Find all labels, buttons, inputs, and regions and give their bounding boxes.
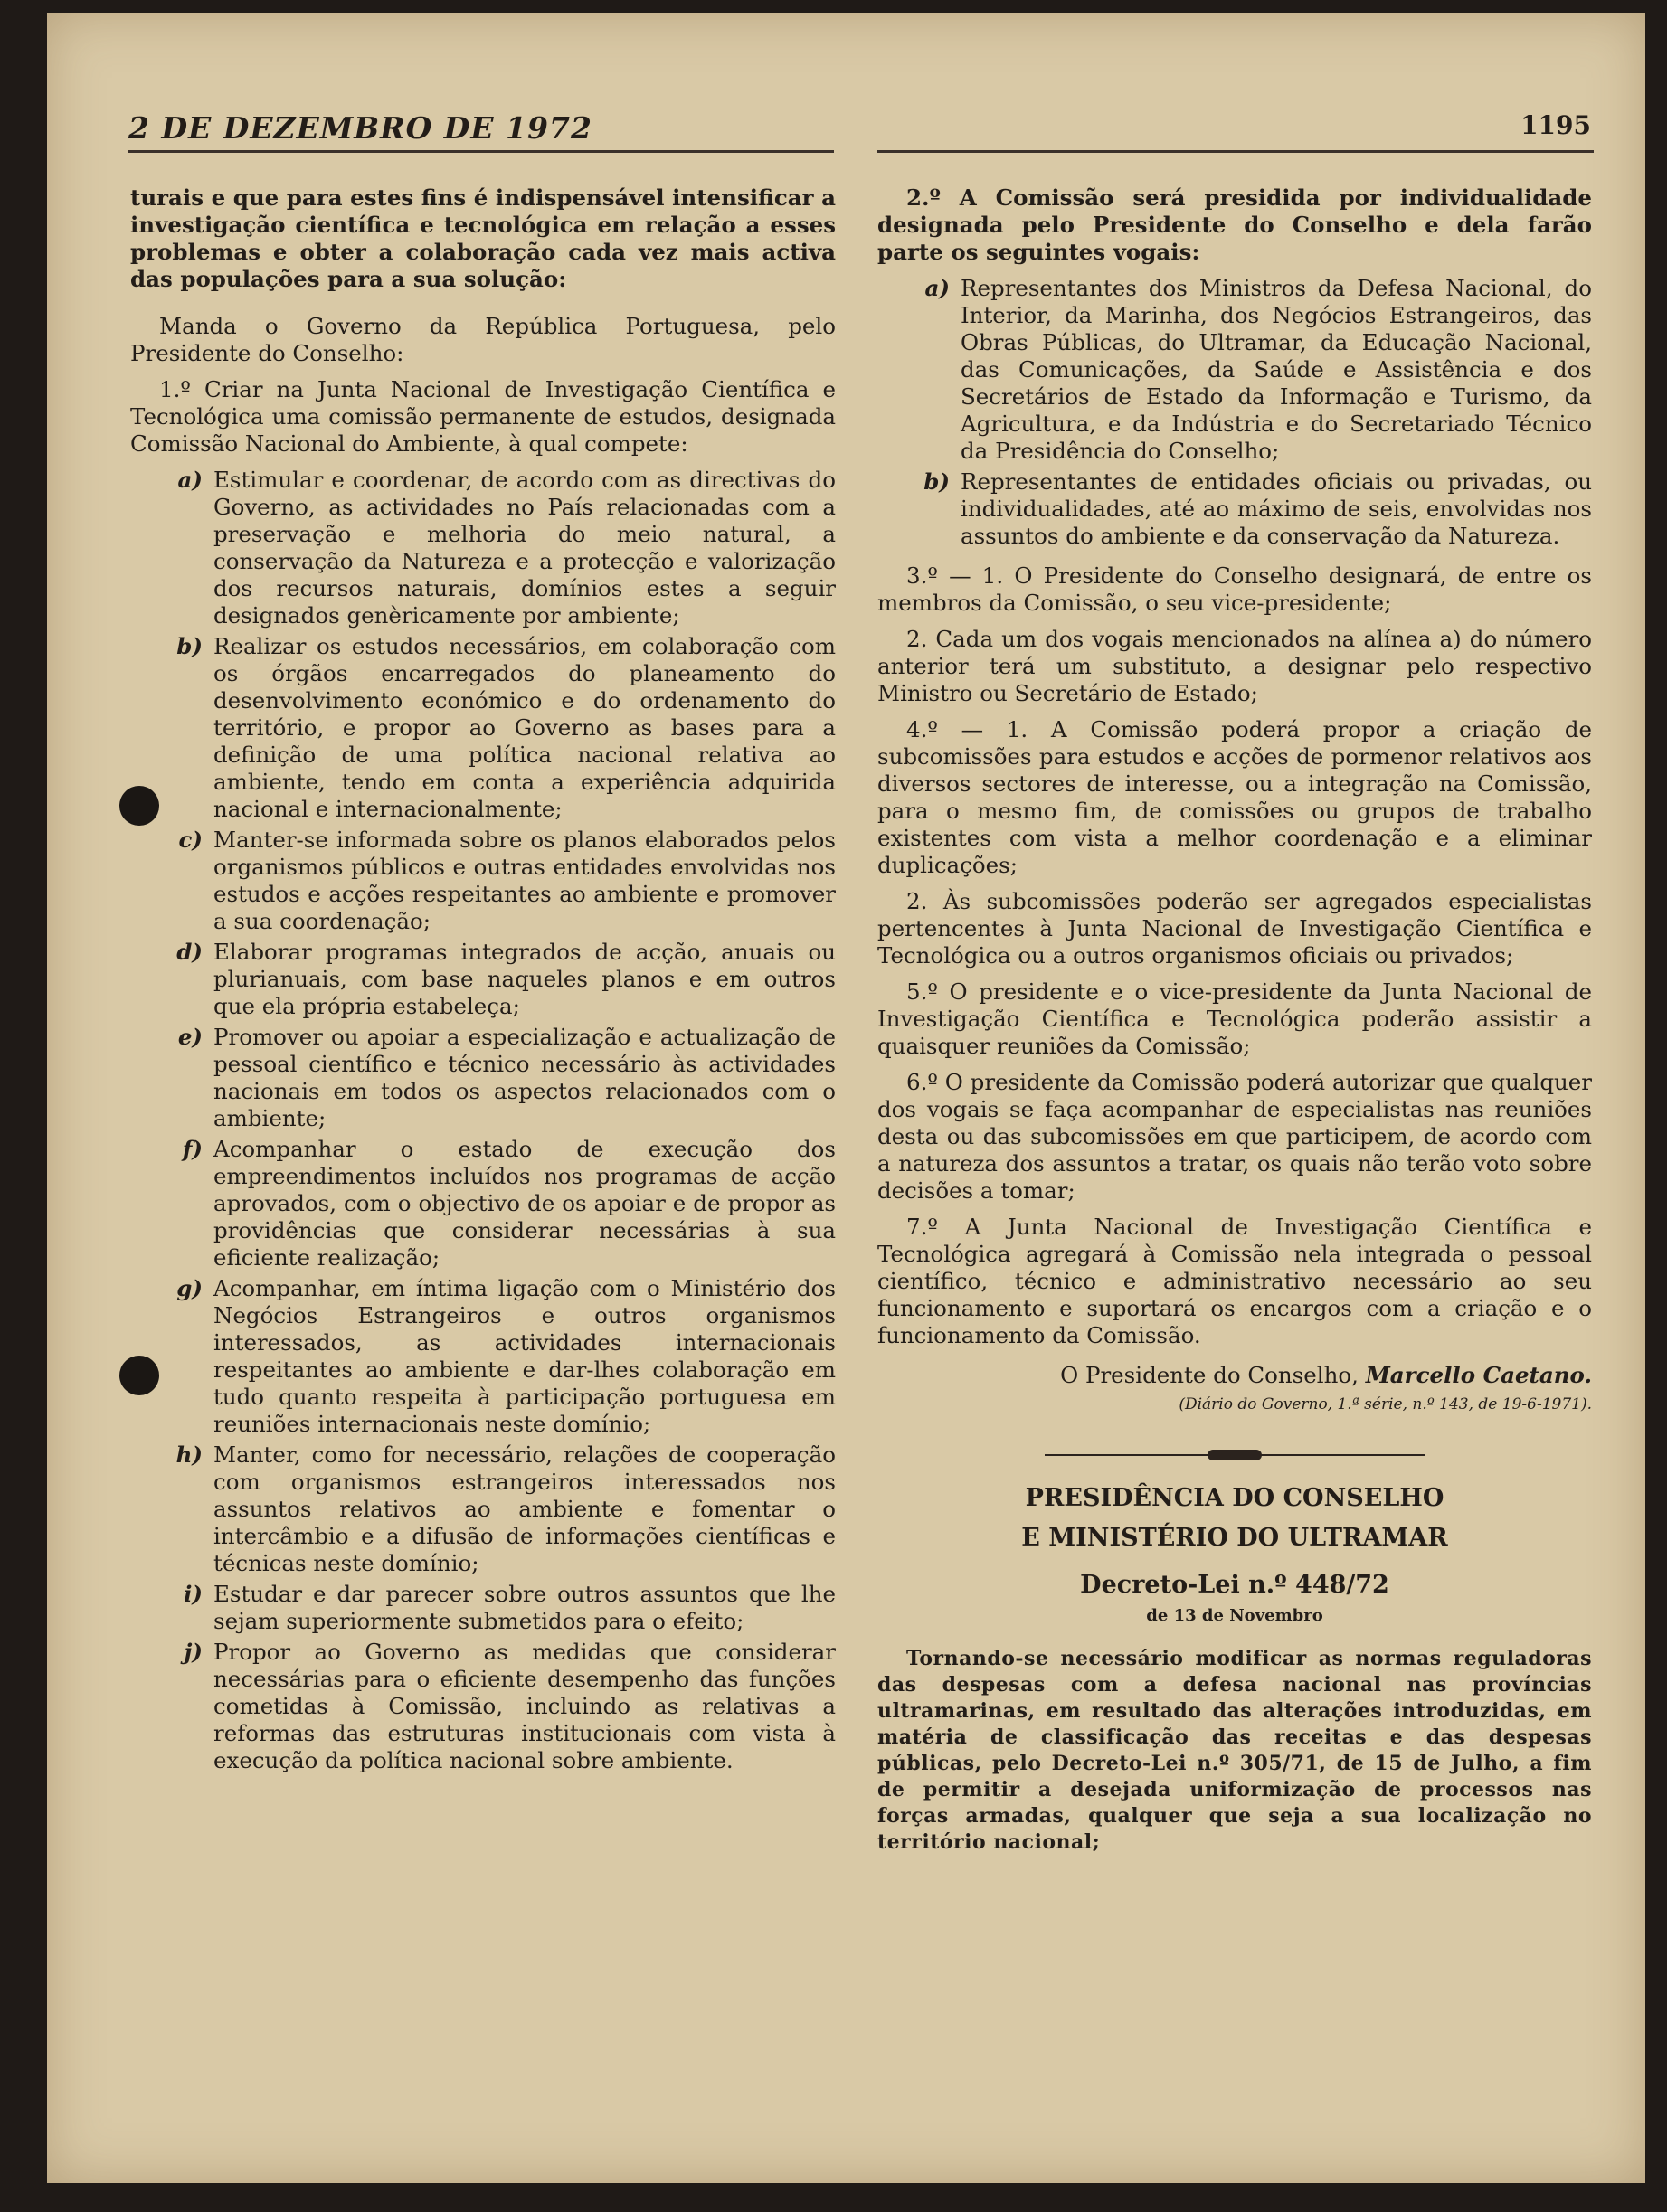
- item-text: Acompanhar, em íntima ligação com o Ministério dos Negócios Estrangeiros e outros organismos interessados, as actividades internacionais respeitantes ao ambiente e dar-lhes colaboração em tudo quanto respeita à participação portuguesa em reuniões internacionais neste domínio;: [213, 1275, 836, 1437]
- right-column: [877, 184, 1592, 1865]
- article-paragraph: 5.º O presidente e o vice-presidente da Junta Nacional de Investigação Científica e Tecnológica poderão assistir a quaisquer reuniões da Comissão;: [877, 978, 1592, 1059]
- item-text: Representantes de entidades oficiais ou privadas, ou individualidades, até ao máximo de seis, envolvidas nos assuntos do ambiente e da conservação da Natureza.: [961, 468, 1592, 549]
- signature-prefix: O Presidente do Conselho,: [1060, 1362, 1359, 1388]
- item-text: Estimular e coordenar, de acordo com as directivas do Governo, as actividades no País relacionadas com a preservação e melhoria do meio natural, a conservação da Natureza e a protecção e valorização dos recursos naturais, domínios estes a seguir designados genèricamente por ambiente;: [213, 467, 836, 629]
- decree-title: Decreto-Lei n.º 448/72: [1080, 1571, 1389, 1599]
- document-page: [47, 13, 1645, 2183]
- item-text: Promover ou apoiar a especialização e actualização de pessoal científico e técnico necessário às actividades nacionais em todos os aspectos relacionados com o ambiente;: [213, 1024, 836, 1131]
- competence-item: [130, 1442, 836, 1577]
- decree-date: de 13 de Novembro: [1146, 1606, 1323, 1625]
- competence-item: [130, 1581, 836, 1635]
- item-label: h): [175, 1442, 203, 1468]
- item-text: Representantes dos Ministros da Defesa Nacional, do Interior, da Marinha, dos Negócios Estrangeiros, das Obras Públicas, do Ultramar, da Educação Nacional, das Comunicações, da Saúde e Assistência e dos Secretários de Estado da Informação e Turismo, da Agricultura, e da Indústria e do Secretariado Técnico da Presidência do Conselho;: [961, 275, 1592, 464]
- article-paragraph: 2. Às subcomissões poderão ser agregados especialistas pertencentes à Junta Nacional de Investigação Científica e Tecnológica ou a outros organismos oficiais ou privados;: [877, 888, 1592, 969]
- item-text: Realizar os estudos necessários, em colaboração com os órgãos encarregados do planeamento do desenvolvimento económico e do ordenamento do território, e propor ao Governo as bases para a definição de uma política nacional relativa ao ambiente, tendo em conta a experiência adquirida nacional e internacionalmente;: [213, 633, 836, 822]
- item-text: Manter-se informada sobre os planos elaborados pelos organismos públicos e outras entidades envolvidas nos estudos e acções respeitantes ao ambiente e promover a sua coordenação;: [213, 827, 836, 934]
- competence-item: [130, 467, 836, 629]
- item-label: a): [177, 467, 203, 493]
- item-label: g): [176, 1275, 203, 1301]
- article-paragraph: 2. Cada um dos vogais mencionados na alínea a) do número anterior terá um substituto, a designar pelo respectivo Ministro ou Secretário de Estado;: [877, 626, 1592, 706]
- item-text: Estudar e dar parecer sobre outros assuntos que lhe sejam superiormente submetidos para o efeito;: [213, 1581, 836, 1634]
- item-label: d): [176, 939, 203, 965]
- item-label: c): [178, 827, 203, 853]
- item-label: b): [923, 468, 950, 495]
- manda-paragraph: Manda o Governo da República Portuguesa, pelo Presidente do Conselho:: [130, 313, 836, 366]
- header-rule: [128, 150, 834, 153]
- item-label: i): [184, 1581, 203, 1607]
- left-column: [130, 184, 836, 1778]
- source-citation: (Diário do Governo, 1.ª série, n.º 143, de 19-6-1971).: [1179, 1395, 1592, 1413]
- section-title: PRESIDÊNCIA DO CONSELHO: [1025, 1484, 1444, 1512]
- item-label: b): [176, 633, 203, 659]
- section-title: E MINISTÉRIO DO ULTRAMAR: [1021, 1524, 1448, 1552]
- section-separator: [1045, 1454, 1425, 1456]
- intro-paragraph: turais e que para estes fins é indispensável intensificar a investigação científica e tecnológica em relação a esses problemas e obter a colaboração cada vez mais activa das populações para a sua solução:: [130, 184, 836, 292]
- item-label: e): [177, 1024, 203, 1050]
- article-paragraph: 3.º — 1. O Presidente do Conselho designará, de entre os membros da Comissão, o seu vice-presidente;: [877, 562, 1592, 616]
- item-text: Manter, como for necessário, relações de cooperação com organismos estrangeiros interessados nos assuntos relativos ao ambiente e fomentar o intercâmbio e a difusão de informações científicas e técnicas neste domínio;: [213, 1442, 836, 1576]
- decree-preamble: Tornando-se necessário modificar as normas reguladoras das despesas com a defesa nacional nas províncias ultramarinas, em resultado das alterações introduzidas, em matéria de classificação das receitas e das despesas públicas, pelo Decreto-Lei n.º 305/71, de 15 de Julho, a fim de permitir a desejada uniformização de processos nas forças armadas, qualquer que seja a sua localização no território nacional;: [877, 1647, 1592, 1854]
- header-date: 2 DE DEZEMBRO DE 1972: [128, 110, 592, 146]
- item-text: Acompanhar o estado de execução dos empreendimentos incluídos nos programas de acção aprovados, com o objectivo de os apoiar e de propor as providências que considerar necessárias à sua eficiente realização;: [213, 1136, 836, 1271]
- article-paragraph: 6.º O presidente da Comissão poderá autorizar que qualquer dos vogais se faça acompanhar de especialistas nas reuniões desta ou das subcomissões em que participem, de acordo com a natureza dos assuntos a tratar, os quais não terão voto sobre decisões a tomar;: [877, 1069, 1592, 1204]
- competence-item: [130, 1275, 836, 1438]
- header-rule: [877, 150, 1594, 153]
- page-number: 1195: [1520, 110, 1591, 140]
- article-paragraph: 4.º — 1. A Comissão poderá propor a criação de subcomissões para estudos e acções de pormenor relativos aos diversos sectores de interesse, ou a integração na Comissão, para o mesmo fim, de comissões ou grupos de trabalho existentes com vista a melhor coordenação e a eliminar duplicações;: [877, 716, 1592, 878]
- vogais-list: [877, 275, 1592, 550]
- article-paragraph: 7.º A Junta Nacional de Investigação Científica e Tecnológica agregará à Comissão nela integrada o pessoal científico, técnico e administrativo necessário ao seu funcionamento e suportará os encargos com a criação e o funcionamento da Comissão.: [877, 1214, 1592, 1348]
- competences-list: [130, 467, 836, 1774]
- item-label: f): [182, 1136, 203, 1162]
- vogal-item: [877, 275, 1592, 465]
- article-2: 2.º A Comissão será presidida por individualidade designada pelo Presidente do Conselho e dela farão parte os seguintes vogais:: [877, 184, 1592, 265]
- item-label: j): [184, 1639, 203, 1665]
- competence-item: [130, 1136, 836, 1271]
- competence-item: [130, 633, 836, 823]
- articles-list: [877, 562, 1592, 1349]
- item-text: Elaborar programas integrados de acção, anuais ou plurianuais, com base naqueles planos e em outros que ela própria estabeleça;: [213, 939, 836, 1019]
- signature-name: Marcello Caetano.: [1365, 1362, 1592, 1388]
- vogal-item: [877, 468, 1592, 550]
- article-1: 1.º Criar na Junta Nacional de Investigação Científica e Tecnológica uma comissão permanente de estudos, designada Comissão Nacional do Ambiente, à qual compete:: [130, 376, 836, 457]
- competence-item: [130, 1639, 836, 1774]
- signature: [877, 1362, 1592, 1389]
- item-text: Propor ao Governo as medidas que considerar necessárias para o eficiente desempenho das funções cometidas à Comissão, incluindo as relativas a reformas das estruturas institucionais com vista à execução da política nacional sobre ambiente.: [213, 1639, 836, 1773]
- competence-item: [130, 939, 836, 1020]
- competence-item: [130, 827, 836, 935]
- item-label: a): [924, 275, 950, 301]
- competence-item: [130, 1024, 836, 1132]
